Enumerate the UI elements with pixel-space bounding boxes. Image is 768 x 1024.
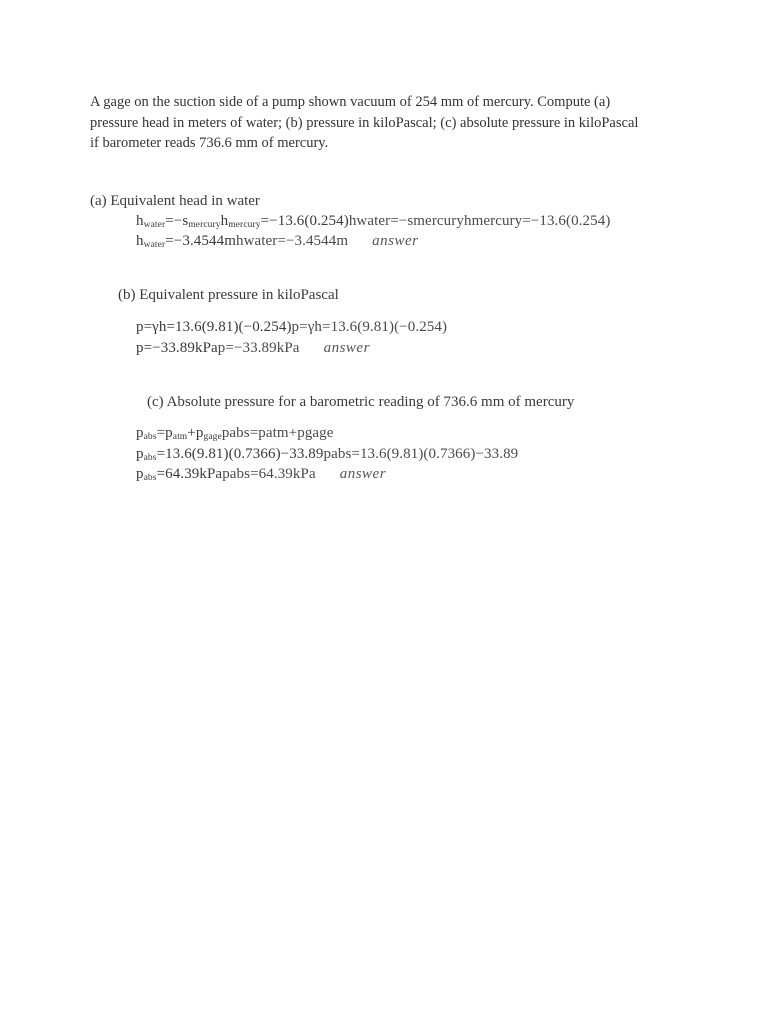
eq-linear-text: pabs=13.6(9.81)(0.7366)−33.89 — [323, 446, 519, 462]
answer-label: answer — [339, 466, 387, 482]
eq-symbol: p — [136, 425, 144, 441]
eq-subscript: abs — [143, 453, 157, 463]
problem-line-3: if barometer reads 736.6 mm of mercury. — [90, 135, 329, 151]
eq-symbol: p — [136, 446, 144, 462]
eq-subscript: abs — [143, 432, 157, 442]
problem-line-1: A gage on the suction side of a pump shown vacuum of 254 mm of mercury. Compute (a) — [90, 94, 611, 110]
eq-rhs: =−13.6(0.254) — [260, 213, 349, 229]
part-a-equation-2 — [136, 233, 418, 250]
eq-subscript: atm — [172, 432, 188, 442]
problem-line-2: pressure head in meters of water; (b) pressure in kiloPascal; (c) absolute pressure in kiloPascal — [90, 114, 639, 131]
eq-subscript: abs — [143, 473, 157, 483]
eq-text: p=−33.89kPa — [136, 340, 218, 356]
eq-symbol: p — [136, 466, 144, 482]
part-a-heading: (a) Equivalent head in water — [90, 193, 260, 209]
eq-rhs: =13.6(9.81)(0.7366)−33.89 — [156, 446, 324, 462]
eq-symbol: h — [136, 233, 144, 249]
eq-operator: =−s — [165, 213, 189, 229]
answer-label: answer — [323, 340, 370, 356]
eq-linear-text: pabs=patm+pgage — [221, 425, 334, 441]
eq-operator: =p — [156, 425, 173, 441]
eq-linear-text: hwater=−smercuryhmercury=−13.6(0.254) — [348, 213, 611, 229]
eq-linear-text: hwater=−3.4544m — [235, 233, 349, 249]
eq-linear-text: p=−33.89kPa — [217, 340, 300, 356]
eq-linear-text: pabs=64.39kPa — [222, 466, 316, 482]
eq-text: p=γh=13.6(9.81)(−0.254) — [136, 319, 292, 335]
eq-operator: +p — [187, 425, 204, 441]
eq-subscript: gage — [203, 432, 222, 442]
part-c-equation-2 — [136, 446, 518, 463]
part-c-equation-1 — [136, 425, 334, 442]
eq-rhs: =−3.4544m — [165, 233, 236, 249]
eq-subscript: water — [143, 220, 166, 230]
part-a-equation-1 — [136, 213, 610, 230]
part-b-equation-1 — [136, 319, 447, 336]
eq-subscript: mercury — [228, 220, 261, 230]
part-b-equation-2 — [136, 340, 370, 357]
answer-label: answer — [372, 233, 419, 249]
eq-symbol: h — [220, 213, 229, 229]
eq-symbol: h — [136, 213, 144, 229]
part-c-equation-3 — [136, 466, 386, 483]
eq-subscript: mercury — [188, 220, 221, 230]
part-b-heading: (b) Equivalent pressure in kiloPascal — [118, 287, 339, 303]
problem-statement — [90, 92, 638, 154]
eq-rhs: =64.39kPa — [156, 466, 223, 482]
part-c-heading: (c) Absolute pressure for a barometric reading of 736.6 mm of mercury — [147, 394, 575, 410]
eq-subscript: water — [143, 240, 166, 250]
eq-linear-text: p=γh=13.6(9.81)(−0.254) — [291, 319, 448, 335]
